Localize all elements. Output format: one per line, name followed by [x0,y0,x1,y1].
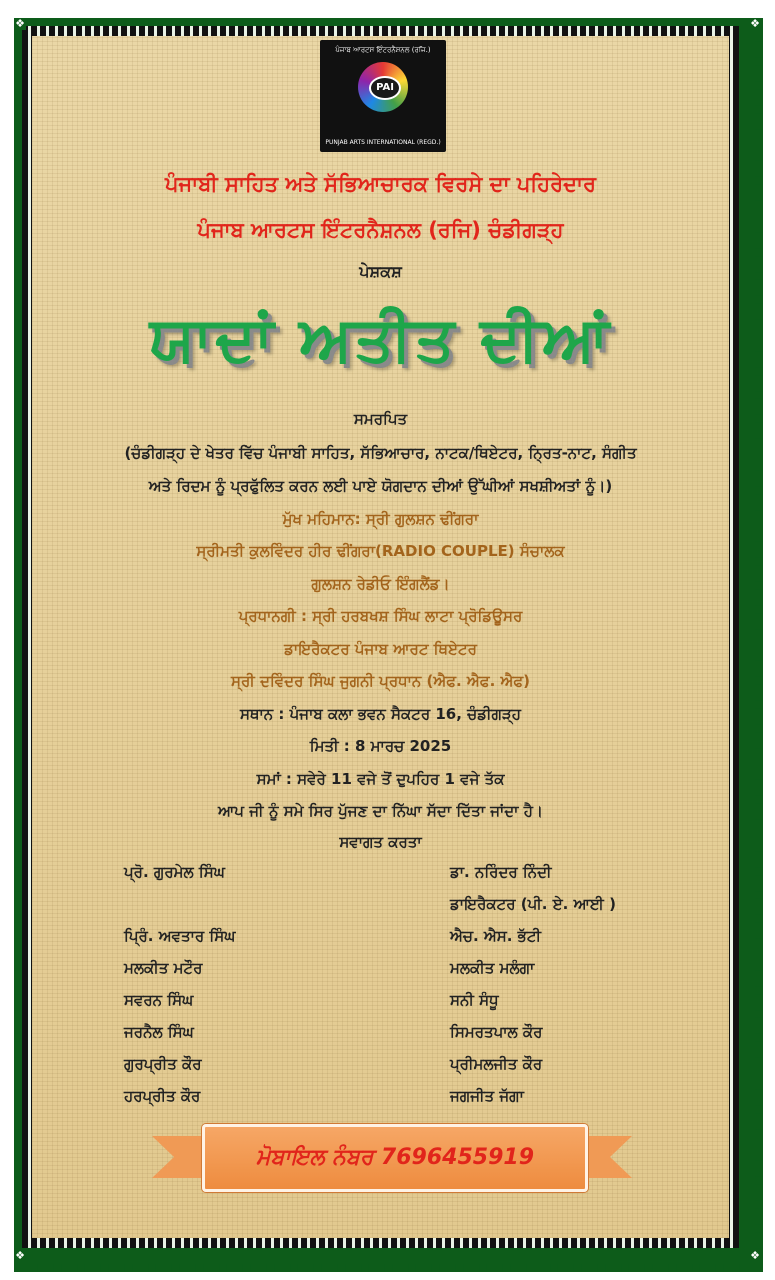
pai-logo [320,40,446,152]
host-right: ਪ੍ਰੀਮਲਜੀਤ ਕੌਰ [450,1055,543,1073]
host-right: ਸਿਮਰਤਪਾਲ ਕੌਰ [450,1023,543,1041]
logo-center-text: PAI [369,76,401,100]
host-right: ਜਗਜੀਤ ਜੱਗਾ [450,1087,524,1105]
invitation-text: ਆਪ ਜੀ ਨੂੰ ਸਮੇ ਸਿਰ ਪੁੱਜਣ ਦਾ ਨਿੱਘਾ ਸੱਦਾ ਦਿੱਤਾ ਜਾਂਦਾ ਹੈ। [217,802,544,820]
logo-arc-text: ਪੰਜਾਬ ਆਰਟਸ ਇੰਟਰਨੈਸ਼ਨਲ (ਰਜਿ.) [335,46,431,54]
guest-line-6: ਸ੍ਰੀ ਦਵਿੰਦਰ ਸਿੰਘ ਜੁਗਨੀ ਪ੍ਰਧਾਨ (ਐਫ. ਐਫ. ਐਫ) [231,672,530,690]
host-right: ਡਾ. ਨਰਿੰਦਰ ਨਿੰਦੀ [450,863,552,881]
event-title: ਯਾਦਾਂ ਅਤੀਤ ਦੀਆਂ [149,302,612,375]
host-left: ਜਰਨੈਲ ਸਿੰਘ [124,1023,194,1041]
mobile-banner [182,1118,602,1198]
presidency: ਪ੍ਰਧਾਨਗੀ : ਸ੍ਰੀ ਹਰਬਖਸ਼ ਸਿੰਘ ਲਾਟਾ ਪ੍ਰੋਡਿਊਸਰ [238,607,523,625]
corner-ornament: ❖ [15,17,25,30]
host-right: ਮਲਕੀਤ ਮਲੰਗਾ [450,959,535,977]
host-left: ਸਵਰਨ ਸਿੰਘ [124,991,194,1009]
corner-ornament: ❖ [750,1249,760,1262]
header-line-2: ਪੰਜਾਬ ਆਰਟਸ ਇੰਟਰਨੈਸ਼ਨਲ (ਰਜਿ) ਚੰਡੀਗੜ੍ਹ [197,218,564,242]
guest-line-2: ਸ੍ਰੀਮਤੀ ਕੁਲਵਿੰਦਰ ਹੀਰ ਢੀਂਗਰਾ(RADIO COUPLE) ਸੰਚਾਲਕ [196,542,565,560]
host-left: ਪ੍ਰਿੰ. ਅਵਤਾਰ ਸਿੰਘ [124,927,236,945]
logo-caption: PUNJAB ARTS INTERNATIONAL (REGD.) [325,139,441,146]
dedication-line-1: (ਚੰਡੀਗੜ੍ਹ ਦੇ ਖੇਤਰ ਵਿੱਚ ਪੰਜਾਬੀ ਸਾਹਿਤ, ਸੱਭਿਆਚਾਰ, ਨਾਟਕ/ਥਿਏਟਰ, ਨ੍ਰਿਤ-ਨਾਟ, ਸੰਗੀਤ [124,444,637,462]
guest-line-3: ਗੁਲਸ਼ਨ ਰੇਡੀਓ ਇੰਗਲੈਂਡ। [311,575,450,593]
host-right: ਡਾਇਰੈਕਟਰ (ਪੀ. ਏ. ਆਈ ) [450,895,616,913]
host-right: ਐਚ. ਐਸ. ਭੱਟੀ [450,927,541,945]
host-left: ਮਲਕੀਤ ਮਟੌਰ [124,959,203,977]
dedication-line-2: ਅਤੇ ਰਿਦਮ ਨੂੰ ਪ੍ਰਫੁੱਲਿਤ ਕਰਨ ਲਈ ਪਾਏ ਯੋਗਦਾਨ ਦੀਆਂ ਉੱਘੀਆਂ ਸਖਸ਼ੀਅਤਾਂ ਨੂੰ।) [148,477,613,495]
venue: ਸਥਾਨ : ਪੰਜਾਬ ਕਲਾ ਭਵਨ ਸੈਕਟਰ 16, ਚੰਡੀਗੜ੍ਹ [240,705,521,723]
banner-body [202,1124,588,1192]
corner-ornament: ❖ [750,17,760,30]
host-left: ਪ੍ਰੋ. ਗੁਰਮੇਲ ਸਿੰਘ [124,863,225,881]
chief-guest: ਮੁੱਖ ਮਹਿਮਾਨ: ਸ੍ਰੀ ਗੁਲਸ਼ਨ ਢੀਂਗਰਾ [282,510,479,528]
corner-ornament: ❖ [15,1249,25,1262]
mobile-number: ਮੋਬਾਇਲ ਨੰਬਰ 7696455919 [256,1145,534,1170]
date: ਮਿਤੀ : 8 ਮਾਰਚ 2025 [309,737,452,755]
dedication-heading: ਸਮਰਪਿਤ [353,410,408,428]
header-line-1: ਪੰਜਾਬੀ ਸਾਹਿਤ ਅਤੇ ਸੱਭਿਆਚਾਰਕ ਵਿਰਸੇ ਦਾ ਪਹਿਰੇਦਾਰ [164,172,597,196]
host-left: ਹਰਪ੍ਰੀਤ ਕੌਰ [124,1087,201,1105]
paper-background [32,36,729,1238]
presents-label: ਪੇਸ਼ਕਸ਼ [359,262,402,281]
time: ਸਮਾਂ : ਸਵੇਰੇ 11 ਵਜੇ ਤੋਂ ਦੁਪਹਿਰ 1 ਵਜੇ ਤੱਕ [256,770,505,788]
host-left: ਗੁਰਪ੍ਰੀਤ ਕੌਰ [124,1055,202,1073]
welcome-heading: ਸਵਾਗਤ ਕਰਤਾ [339,833,422,851]
host-right: ਸਨੀ ਸੰਧੂ [450,991,499,1009]
guest-line-5: ਡਾਇਰੈਕਟਰ ਪੰਜਾਬ ਆਰਟ ਥਿਏਟਰ [284,640,477,658]
